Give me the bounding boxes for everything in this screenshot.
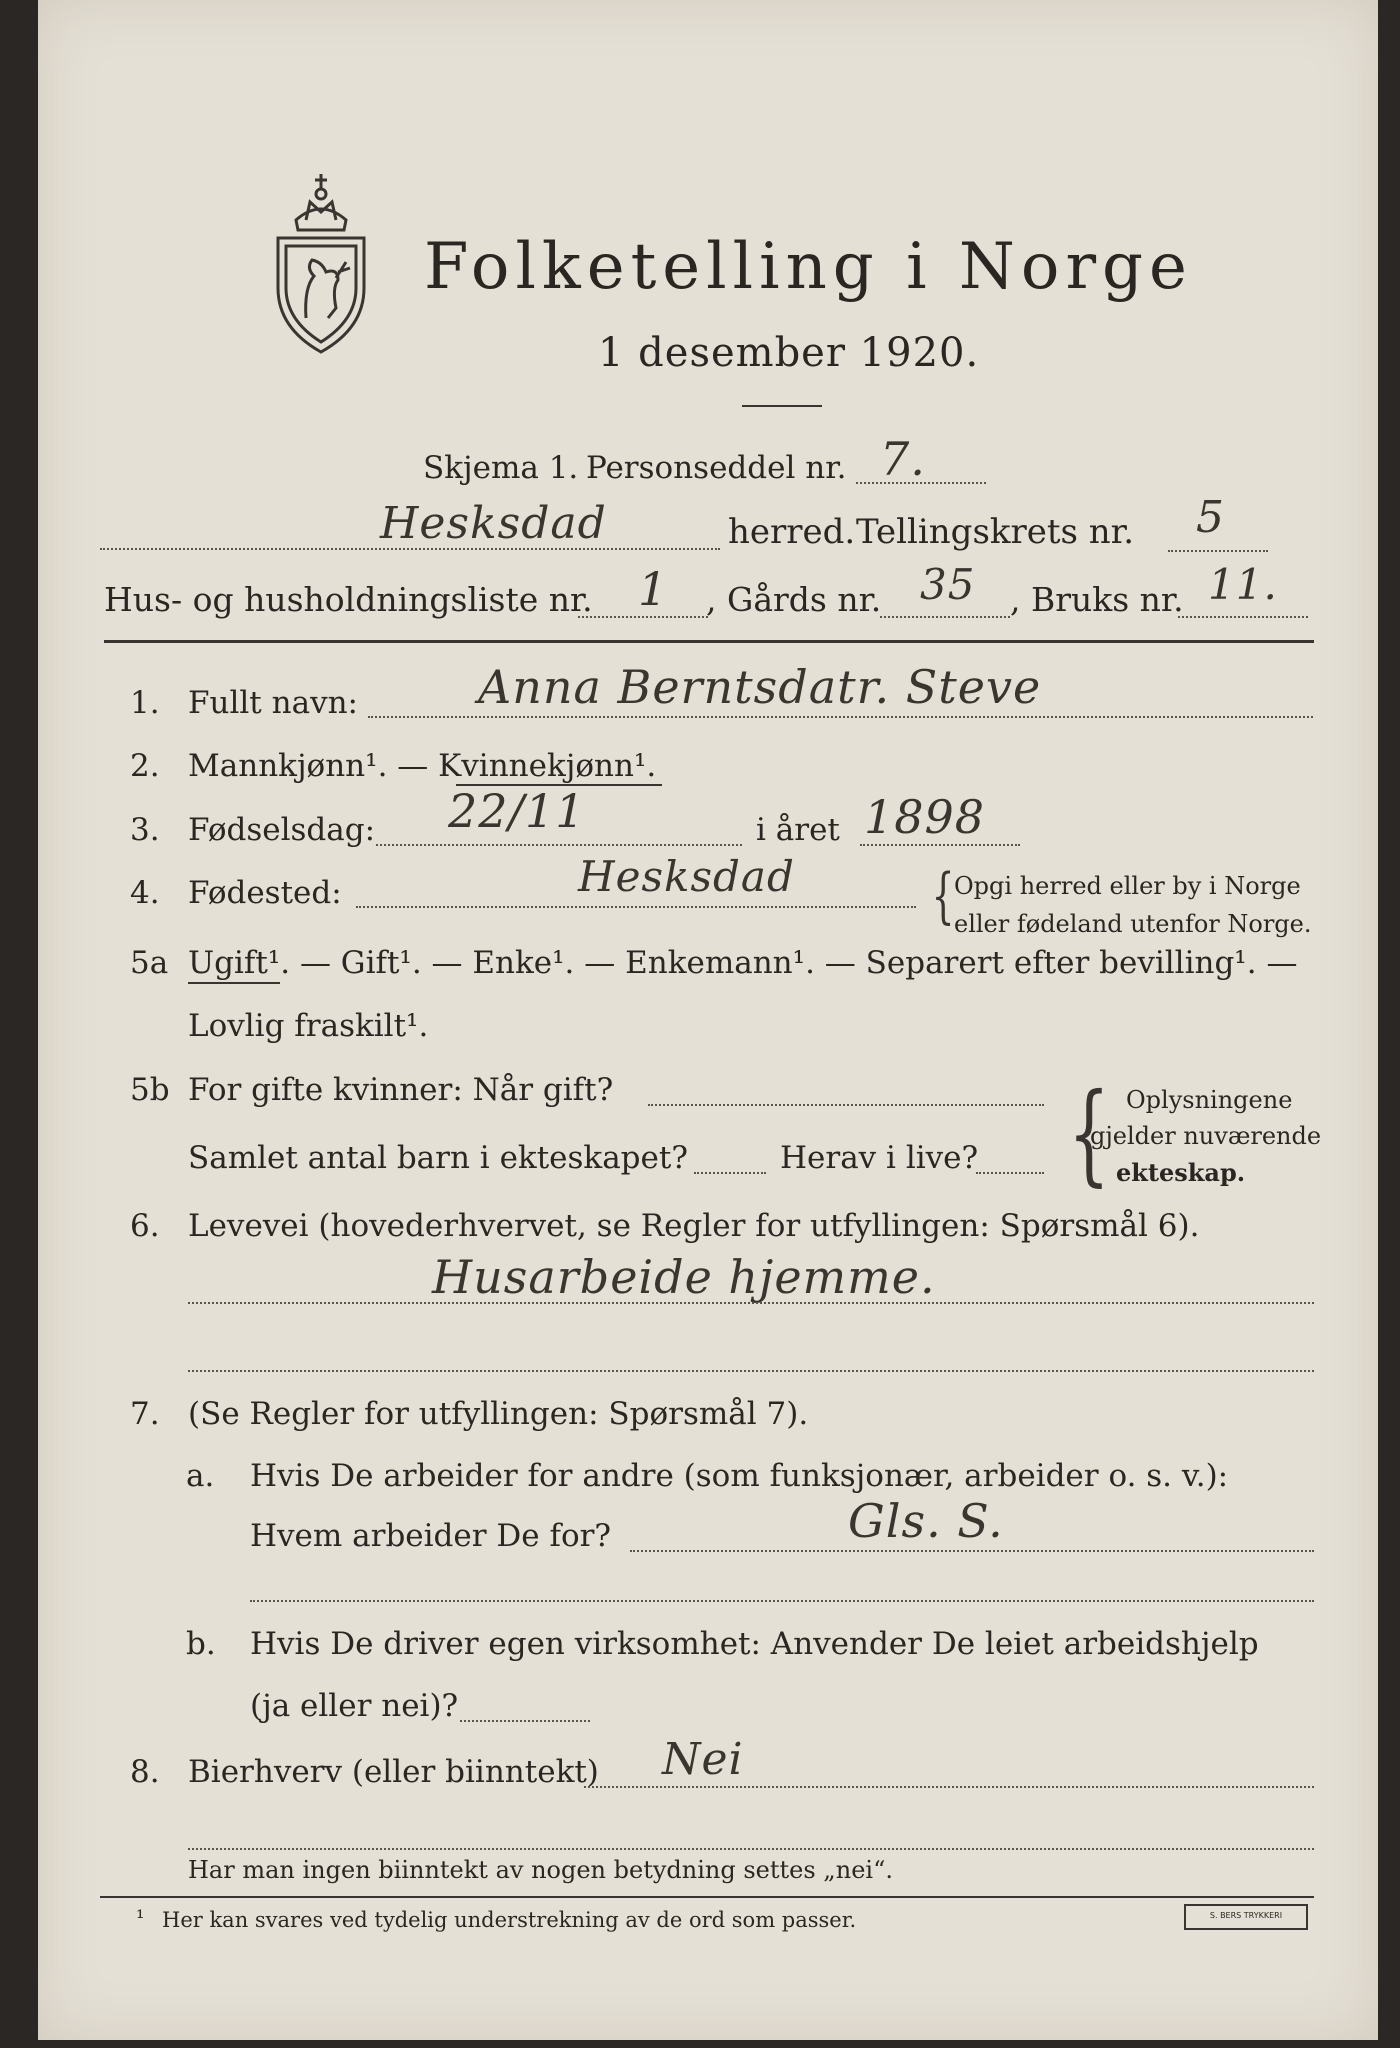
footnote-text: Her kan svares ved tydelig understrekning av de ord som passer. (162, 1908, 857, 1932)
q7b-letter: b. (186, 1626, 216, 1662)
header-rule (104, 640, 1314, 643)
q5a-text-2: Lovlig fraskilt¹. (188, 1008, 429, 1044)
q8-line-2 (188, 1848, 1314, 1850)
q6-line-1 (188, 1302, 1314, 1304)
q1-number: 1. (130, 685, 160, 721)
q5b-married-line (648, 1104, 1044, 1106)
q4-value: Hesksdad (578, 852, 795, 901)
bruks-value: 11. (1208, 560, 1278, 609)
gards-label: , Gårds nr. (706, 580, 882, 619)
personseddel-value: 7. (880, 432, 926, 486)
q3-year-line (860, 844, 1020, 846)
q3-label: Fødselsdag: (188, 812, 376, 848)
q8-number: 8. (130, 1754, 160, 1790)
title-divider (742, 405, 822, 407)
q4-note-1: Opgi herred eller by i Norge (954, 872, 1301, 900)
q8-label: Bierhverv (eller biinntekt) (188, 1754, 599, 1790)
tellingskrets-label: Tellingskrets nr. (856, 512, 1135, 552)
hus-value: 1 (638, 562, 669, 616)
gards-line (880, 616, 1010, 618)
q5b-children-line (694, 1172, 766, 1174)
q6-number: 6. (130, 1208, 160, 1244)
coat-of-arms-icon (266, 168, 376, 358)
q3-line (376, 844, 742, 846)
q7a-letter: a. (186, 1458, 215, 1494)
q4-note-2: eller fødeland utenfor Norge. (954, 910, 1312, 938)
form-title: Folketelling i Norge (424, 230, 1193, 304)
q2-number: 2. (130, 748, 160, 784)
q6-label: Levevei (hovederhvervet, se Regler for utfyllingen: Spørsmål 6). (188, 1208, 1200, 1244)
q5b-note-1: Oplysningene (1126, 1086, 1293, 1114)
footnote-mark: ¹ (136, 1906, 145, 1930)
q5b-note-2: gjelder nuværende (1090, 1122, 1322, 1150)
q5b-label-3: Herav i live? (780, 1140, 979, 1176)
q4-number: 4. (130, 875, 160, 911)
q4-brace: { (931, 861, 955, 931)
q3-year-label: i året (756, 812, 840, 848)
q7a-text-2: Hvem arbeider De for? (250, 1518, 612, 1554)
q8-line-1 (584, 1786, 1314, 1788)
q3-number: 3. (130, 812, 160, 848)
q1-line (368, 716, 1313, 718)
q3-year-value: 1898 (864, 790, 986, 844)
herred-label: herred. (728, 512, 856, 552)
q7a-line-2 (250, 1600, 1314, 1602)
q5a-underline (188, 982, 280, 984)
skjema-label: Skjema 1. (423, 450, 579, 486)
q7b-text-2: (ja eller nei)? (250, 1688, 459, 1724)
bruks-line (1178, 616, 1308, 618)
q7-label: (Se Regler for utfyllingen: Spørsmål 7). (188, 1396, 809, 1432)
q7a-text: Hvis De arbeider for andre (som funksjonær, arbeider o. s. v.): (250, 1458, 1229, 1494)
q2-text: Mannkjønn¹. — Kvinnekjønn¹. (188, 748, 657, 784)
q7b-text: Hvis De driver egen virksomhet: Anvender De leiet arbeidshjelp (250, 1626, 1259, 1662)
printer-stamp: S. BERS TRYKKERI (1184, 1904, 1308, 1930)
q6-value: Husarbeide hjemme. (432, 1250, 936, 1304)
tellingskrets-value: 5 (1196, 492, 1225, 543)
q4-line (356, 906, 916, 908)
tellingskrets-line (1168, 550, 1268, 552)
q5b-brace: { (1068, 1069, 1110, 1197)
q5b-number: 5b (130, 1072, 170, 1108)
q7a-value: Gls. S. (848, 1494, 1004, 1548)
q4-label: Fødested: (188, 875, 342, 911)
q5a-number: 5a (130, 945, 169, 981)
q5b-label-2: Samlet antal barn i ekteskapet? (188, 1140, 688, 1176)
q7b-line (460, 1720, 590, 1722)
q5b-label: For gifte kvinner: Når gift? (188, 1072, 614, 1108)
q5b-note-3: ekteskap. (1116, 1158, 1246, 1187)
q8-value: Nei (662, 1734, 744, 1785)
hus-label: Hus- og husholdningsliste nr. (104, 580, 593, 619)
herred-value: Hesksdad (380, 498, 607, 549)
census-date: 1 desember 1920. (598, 330, 980, 376)
q7a-line-1 (630, 1550, 1314, 1552)
hus-line (578, 616, 708, 618)
census-form-page (38, 0, 1378, 2040)
q7-number: 7. (130, 1396, 160, 1432)
q1-label: Fullt navn: (188, 685, 358, 721)
q3-value: 22/11 (448, 784, 586, 838)
q6-line-2 (188, 1370, 1314, 1372)
q5a-text: Ugift¹. — Gift¹. — Enke¹. — Enkemann¹. — Separert efter bevilling¹. — (188, 945, 1298, 981)
bruks-label: , Bruks nr. (1010, 580, 1184, 619)
footer-rule (100, 1896, 1314, 1898)
footer-note: Har man ingen biinntekt av nogen betydning settes „nei“. (188, 1856, 893, 1884)
q5b-alive-line (976, 1172, 1044, 1174)
q1-value: Anna Berntsdatr. Steve (478, 660, 1042, 714)
personseddel-label: Personseddel nr. (586, 450, 847, 486)
gards-value: 35 (920, 560, 976, 609)
